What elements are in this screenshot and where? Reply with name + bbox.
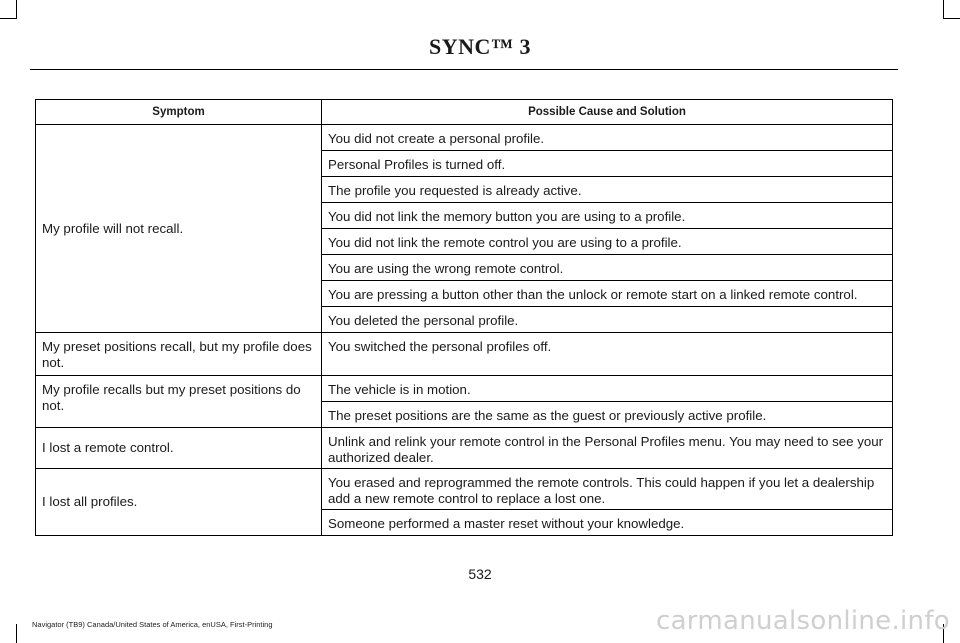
crop-mark-top-right-v: [943, 0, 944, 19]
cause-cell: The preset positions are the same as the guest or previously active profile.: [322, 402, 893, 428]
cause-cell: You are pressing a button other than the unlock or remote start on a linked remote control.: [322, 281, 893, 307]
crop-mark-top-left-v: [16, 0, 17, 19]
cause-cell: Unlink and relink your remote control in the Personal Profiles menu. You may need to see your authorized dealer.: [322, 428, 893, 469]
table-row: [36, 125, 893, 151]
cause-cell: You switched the personal profiles off.: [322, 333, 893, 376]
symptom-cell: My profile recalls but my preset positions do not.: [36, 376, 322, 428]
table-row: [36, 469, 893, 510]
table-row: [36, 376, 893, 402]
symptom-cell: My preset positions recall, but my profile does not.: [36, 333, 322, 376]
crop-mark-bottom-left-v: [16, 624, 17, 643]
watermark: carmanualsonline.info: [655, 606, 950, 636]
troubleshooting-table: [35, 99, 893, 536]
crop-mark-top-left-h: [0, 18, 16, 19]
cause-cell: Someone performed a master reset without your knowledge.: [322, 510, 893, 536]
column-header-symptom: Symptom: [36, 100, 322, 125]
cause-cell: You did not link the remote control you are using to a profile.: [322, 229, 893, 255]
cause-cell: You erased and reprogrammed the remote controls. This could happen if you let a dealership add a new remote control to replace a lost one.: [322, 469, 893, 510]
cause-cell: Personal Profiles is turned off.: [322, 151, 893, 177]
table-header-row: [36, 100, 893, 125]
table-row: [36, 333, 893, 376]
cause-cell: The profile you requested is already active.: [322, 177, 893, 203]
column-header-cause: Possible Cause and Solution: [322, 100, 893, 125]
edition-footer: Navigator (TB9) Canada/United States of America, enUSA, First-Printing: [32, 620, 273, 629]
crop-mark-top-right-h: [944, 18, 960, 19]
cause-cell: You deleted the personal profile.: [322, 307, 893, 333]
symptom-cell: My profile will not recall.: [36, 125, 322, 333]
symptom-cell: I lost all profiles.: [36, 469, 322, 536]
cause-cell: You are using the wrong remote control.: [322, 255, 893, 281]
cause-cell: You did not link the memory button you are using to a profile.: [322, 203, 893, 229]
page-number: 532: [468, 566, 492, 582]
table-row: [36, 428, 893, 469]
title-divider: [30, 69, 898, 70]
symptom-cell: I lost a remote control.: [36, 428, 322, 469]
cause-cell: The vehicle is in motion.: [322, 376, 893, 402]
page-title: SYNC™ 3: [429, 34, 531, 59]
cause-cell: You did not create a personal profile.: [322, 125, 893, 151]
